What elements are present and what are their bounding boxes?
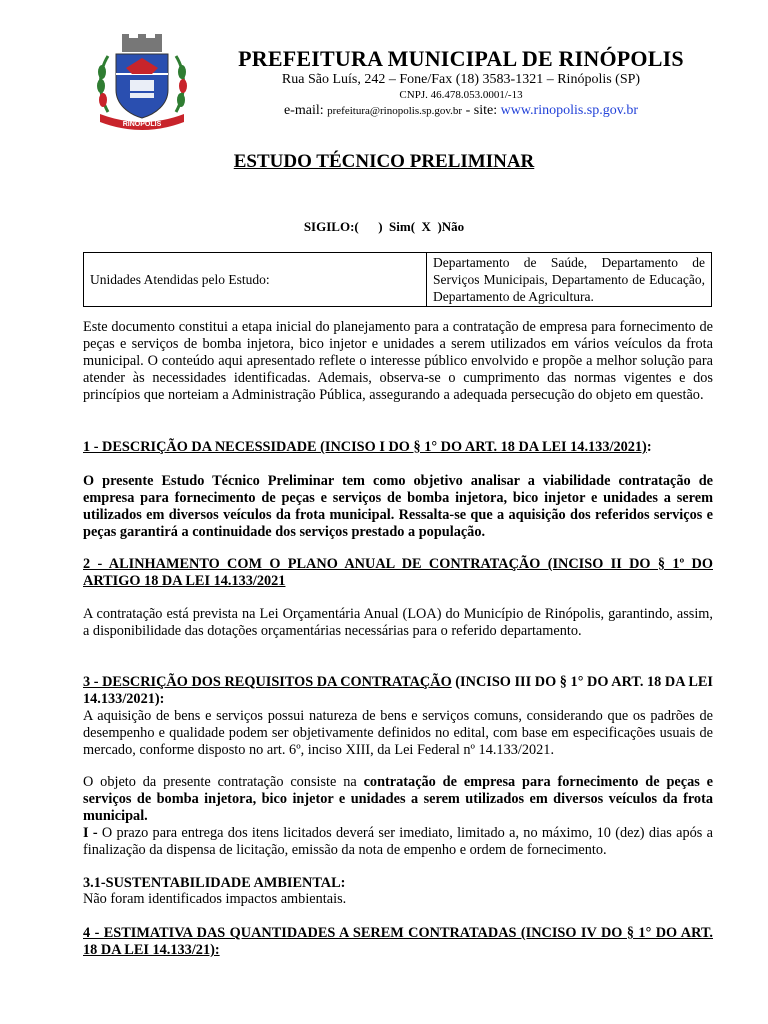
section1-heading: [83, 439, 713, 456]
section3-para2: [83, 774, 713, 825]
table-row: [84, 253, 712, 307]
document-title: ESTUDO TÉCNICO PRELIMINAR: [233, 151, 535, 172]
section3-para3-lead: I -: [83, 825, 102, 841]
section2-heading: 2 - ALINHAMENTO COM O PLANO ANUAL DE CONTRATAÇÃO (INCISO II DO § 1º DO ARTIGO 18 DA LEI 14.133/2021: [83, 556, 713, 589]
header-address: Rua São Luís, 242 – Fone/Fax (18) 3583-1321 – Rinópolis (SP): [281, 72, 641, 87]
section2-body: A contratação está prevista na Lei Orçamentária Anual (LOA) do Município de Rinópolis, garantindo, assim, a disponibilidade das dotações orçamentárias necessárias para o referido departamento.: [83, 606, 713, 639]
section3-para3-body: O prazo para entrega dos itens licitados deverá ser imediato, limitado a, no máximo, 10 (dez) dias após a finalização da dispensa de licitação, emissão da nota de empenho e ordem de fornecimento.: [83, 825, 713, 858]
section1-body: O presente Estudo Técnico Preliminar tem como objetivo analisar a viabilidade contratação de empresa para fornecimento de peças e serviços de bomba injetora, bico injetor e unidades a serem utilizados em diversos veículos da frota municipal. Ressalta-se que a aquisição dos referidos serviços e peças garantirá a continuidade dos serviços prestado a população.: [83, 473, 713, 540]
section1-heading-suffix: :: [646, 439, 652, 455]
email-label: e-mail:: [283, 103, 324, 118]
units-label: Unidades Atendidas pelo Estudo:: [84, 253, 427, 307]
section4-heading: 4 - ESTIMATIVA DAS QUANTIDADES A SEREM CONTRATADAS (INCISO IV DO § 1° DO ART. 18 DA LEI 14.133/21):: [83, 925, 713, 958]
section31-body: Não foram identificados impactos ambientais.: [83, 891, 347, 907]
municipal-crest-logo: [92, 34, 192, 130]
section3-para2-bold: contratação de empresa para fornecimento de peças e serviços de bomba injetora, bico injetor e unidades a serem utilizados em diversos veículos da frota municipal.: [83, 774, 714, 824]
crest-banner-text: RINÓPOLIS: [122, 121, 162, 128]
site-link[interactable]: www.rinopolis.sp.gov.br: [500, 103, 639, 118]
header-title: PREFEITURA MUNICIPAL DE RINÓPOLIS: [238, 46, 684, 71]
intro-paragraph: Este documento constitui a etapa inicial do planejamento para a contratação de empresa para fornecimento de peças e serviços de bomba injetora, bico injetor e unidades a serem utilizados em vários veículos da frota municipal. O conteúdo aqui apresentado reflete o interesse público envolvido e propõe a melhor solução para atender às necessidades identificadas. Ademais, observa-se o cumprimento das normas vigentes e dos princípios que norteiam a Administração Pública, assegurando a adequada persecução do objeto em questão.: [83, 319, 713, 403]
email-address[interactable]: prefeitura@rinopolis.sp.gov.br: [327, 105, 463, 117]
section3-heading-underlined: 3 - DESCRIÇÃO DOS REQUISITOS DA CONTRATAÇÃO: [83, 674, 452, 690]
section31-heading: 3.1-SUSTENTABILIDADE AMBIENTAL:: [83, 875, 346, 891]
section3-para3: [83, 825, 713, 859]
section1-heading-text: 1 - DESCRIÇÃO DA NECESSIDADE (INCISO I DO § 1° DO ART. 18 DA LEI 14.133/2021): [83, 439, 647, 455]
section3-heading: [83, 674, 713, 708]
units-value: Departamento de Saúde, Departamento de Serviços Municipais, Departamento de Educação, Departamento de Agricultura.: [427, 253, 712, 307]
units-table: [83, 252, 712, 307]
header-cnpj: CNPJ. 46.478.053.0001/-13: [399, 89, 523, 101]
section3-heading-rest: (INCISO III DO § 1° DO ART. 18 DA LEI 14.133/2021):: [83, 674, 713, 707]
header-contact: [226, 103, 696, 119]
sigilo-line: SIGILO:( ) Sim( X )Não: [303, 219, 465, 234]
section3-para2-lead: O objeto da presente contratação consiste na: [83, 774, 364, 790]
section3-para1: A aquisição de bens e serviços possui natureza de bens e serviços comuns, considerando que os padrões de desempenho e qualidade podem ser objetivamente definidos no edital, com base em especificações usuais de mercado, conforme disposto no art. 6º, inciso XIII, da Lei Federal nº 14.133/2021.: [83, 708, 713, 758]
site-label: - site:: [465, 103, 498, 118]
